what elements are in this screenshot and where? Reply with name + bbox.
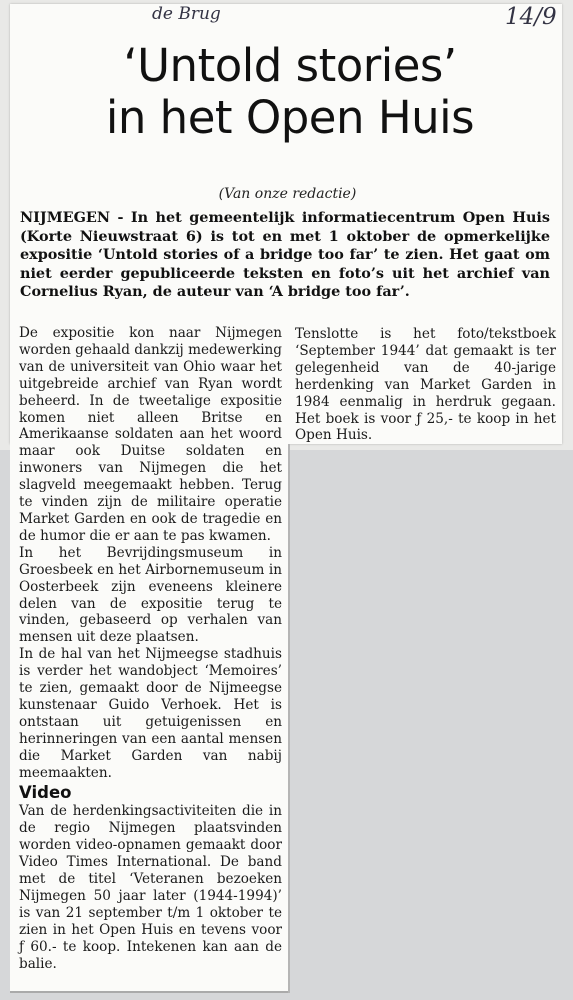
left-column <box>19 325 282 973</box>
clipping-edge <box>10 991 288 993</box>
section-subhead: Video <box>19 783 72 803</box>
right-column <box>295 326 556 444</box>
handwritten-date-note: 14/9 <box>505 4 557 30</box>
body-paragraph: Tenslotte is het foto/tekstboek ‘September 1944’ dat gemaakt is ter gelegenheid van de 40-jarige herdenking van Market Garden in 1984 eenmalig in herdruk gegaan. Het boek is voor ƒ 25,- te koop in het Open Huis. <box>295 326 556 444</box>
headline-line-1: ‘Untold stories’ <box>123 39 457 92</box>
body-paragraph: In het Bevrijdingsmuseum in Groesbeek en het Airbornemuseum in Oosterbeek zijn eveneens kleinere delen van de expositie terug te vinden, gebaseerd op verhalen van mensen uit deze plaatsen. <box>19 544 282 646</box>
headline-line-2: in het Open Huis <box>105 91 475 144</box>
article-byline: (Van onze redactie) <box>218 186 357 202</box>
body-paragraph: De expositie kon naar Nijmegen worden gehaald dankzij medewerking van de universiteit van Ohio waar het uitgebreide archief van Ryan wordt beheerd. In de tweetalige expositie komen niet alleen Britse en Amerikaanse soldaten aan het woord maar ook Duitse soldaten en inwoners van Nijmegen die het slagveld meegemaakt hebben. Terug te vinden zijn de militaire operatie Market Garden en ook de tragedie en de humor die er aan te pas kwamen. <box>19 325 282 544</box>
article-headline <box>40 40 540 144</box>
body-paragraph: Van de herdenkingsactiviteiten die in de regio Nijmegen plaatsvinden worden video-opnamen gemaakt door Video Times International. De band met de titel ‘Veteranen bezoeken Nijmegen 50 jaar later (1944-1994)’ is van 21 september t/m 1 oktober te zien in het Open Huis en tevens voor ƒ 60.- te koop. Intekenen kan aan de balie. <box>19 803 282 972</box>
clipping-edge <box>288 444 290 993</box>
handwritten-source-note: de Brug <box>152 4 221 24</box>
article-intro: NIJMEGEN - In het gemeentelijk informatiecentrum Open Huis (Korte Nieuwstraat 6) is tot en met 1 oktober de opmerkelijke expositie ‘Untold stories of a bridge too far’ te zien. Het gaat om niet eerder gepubliceerde teksten en foto’s uit het archief van Cornelius Ryan, de auteur van ‘A bridge too far’. <box>20 209 550 300</box>
body-paragraph: In de hal van het Nijmeegse stadhuis is verder het wandobject ‘Memoires’ te zien, gemaakt door de Nijmeegse kunstenaar Guido Verhoek. Het is ontstaan uit getuigenissen en herinneringen van een aantal mensen die Market Garden van nabij meemaakten. <box>19 646 282 781</box>
